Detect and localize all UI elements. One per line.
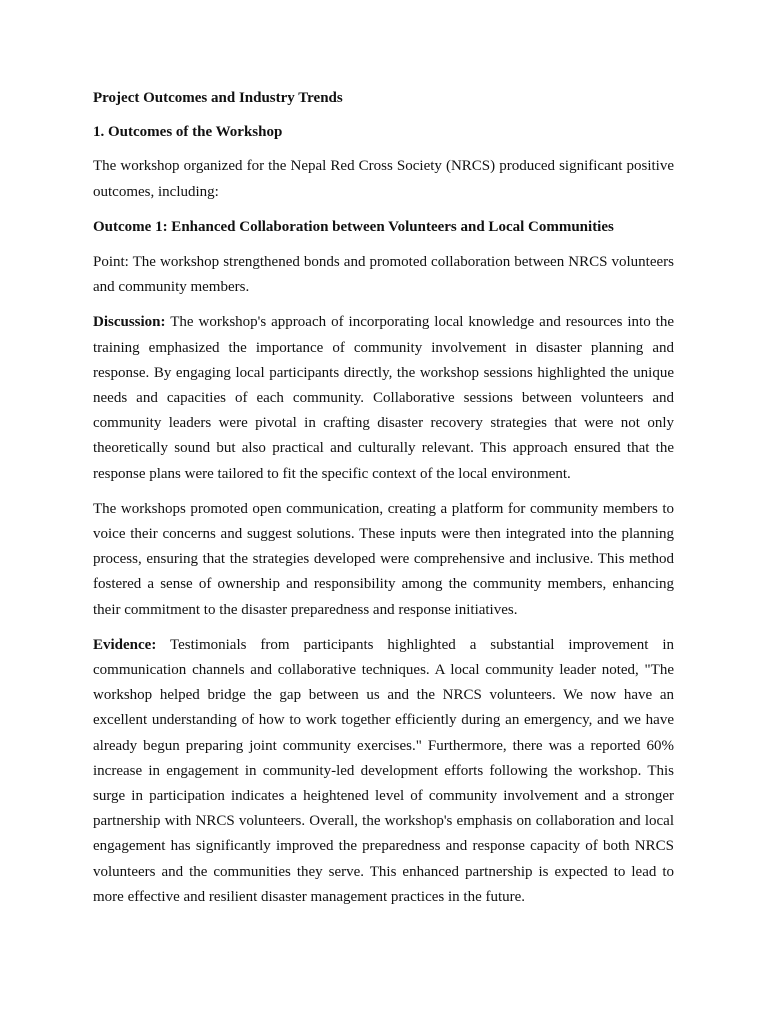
point-paragraph: Point: The workshop strengthened bonds and promoted collaboration between NRCS volunteers and community members. bbox=[93, 254, 674, 296]
outcome-heading: Outcome 1: Enhanced Collaboration between Volunteers and Local Communities bbox=[93, 218, 614, 235]
document-page bbox=[93, 86, 674, 920]
document-title: Project Outcomes and Industry Trends bbox=[93, 90, 343, 106]
discussion-label: Discussion: bbox=[93, 314, 166, 331]
communication-paragraph: The workshops promoted open communication, creating a platform for community members to voice their concerns and suggest solutions. These inputs were then integrated into the planning process, ensuring that the strategies developed were comprehensive and inclusive. This method fostered a sense of ownership and responsibility among the community members, enhancing their commitment to the disaster preparedness and response initiatives. bbox=[93, 500, 674, 618]
section-heading: 1. Outcomes of the Workshop bbox=[93, 124, 283, 141]
discussion-text: The workshop's approach of incorporating local knowledge and resources into the training emphasized the importance of community involvement in disaster planning and response. By engaging local participants directly, the workshop sessions highlighted the unique needs and capacities of each community. Collaborative sessions between volunteers and community leaders were pivotal in crafting disaster recovery strategies that were not only theoretically sound but also practical and culturally relevant. This approach ensured that the response plans were tailored to fit the specific context of the local environment. bbox=[93, 314, 674, 482]
discussion-paragraph bbox=[93, 310, 674, 486]
evidence-label: Evidence: bbox=[93, 636, 157, 653]
evidence-text: Testimonials from participants highlighted a substantial improvement in communication channels and collaborative techniques. A local community leader noted, "The workshop helped bridge the gap between us and the NRCS volunteers. We now have an excellent understanding of how to work together efficiently during an emergency, and we have already begun preparing joint community exercises." Furthermore, there was a reported 60% increase in engagement in community-led development efforts following the workshop. This surge in participation indicates a heightened level of community involvement and a stronger partnership with NRCS volunteers. Overall, the workshop's emphasis on collaboration and local engagement has significantly improved the preparedness and response capacity of both NRCS volunteers and the communities they serve. This enhanced partnership is expected to lead to more effective and resilient disaster management practices in the future. bbox=[93, 636, 674, 905]
evidence-paragraph bbox=[93, 633, 674, 910]
intro-paragraph: The workshop organized for the Nepal Red Cross Society (NRCS) produced significant positive outcomes, including: bbox=[93, 158, 674, 200]
